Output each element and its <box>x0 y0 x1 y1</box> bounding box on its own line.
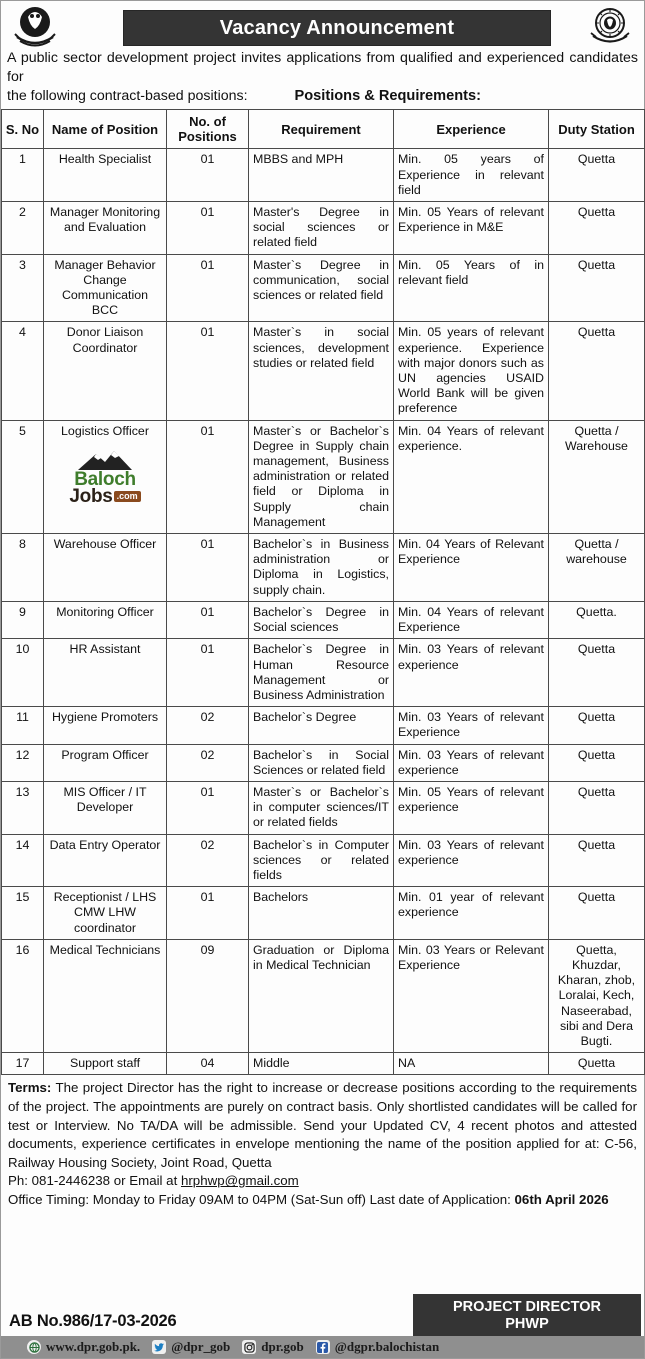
positions-requirements-heading: Positions & Requirements: <box>294 88 482 104</box>
cell-experience: Min. 05 years of relevant experience. Experience with major donors such as UN agencies USAID World Bank will be given preference <box>394 322 549 420</box>
cell-sno: 12 <box>2 744 44 781</box>
table-row <box>2 601 645 638</box>
cell-experience: Min. 03 Years or Relevant Experience <box>394 939 549 1052</box>
cell-sno: 11 <box>2 707 44 744</box>
table-row <box>2 834 645 887</box>
cell-sno: 5 <box>2 420 44 533</box>
department-seal-emblem-icon <box>584 3 636 49</box>
cell-count: 01 <box>167 781 249 834</box>
cell-position <box>44 322 167 420</box>
cell-position <box>44 834 167 887</box>
cell-position <box>44 254 167 322</box>
phone-text: Ph: 081-2446238 or Email at <box>8 1173 181 1189</box>
cell-position <box>44 707 167 744</box>
col-header-position: Name of Position <box>44 110 167 149</box>
col-header-sno: S. No <box>2 110 44 149</box>
globe-icon <box>27 1340 41 1354</box>
cell-count: 01 <box>167 322 249 420</box>
position-name: Medical Technicians <box>49 942 161 957</box>
watermark-line2: Jobs <box>69 485 113 507</box>
cell-position <box>44 939 167 1052</box>
cell-experience: Min. 05 Years of relevant experience <box>394 781 549 834</box>
table-row <box>2 887 645 940</box>
social-link-facebook[interactable] <box>316 1339 439 1355</box>
cell-duty: Quetta <box>549 149 645 202</box>
table-row <box>2 254 645 322</box>
cell-count: 01 <box>167 601 249 638</box>
cell-duty: Quetta <box>549 834 645 887</box>
cell-count: 01 <box>167 202 249 255</box>
cell-position <box>44 202 167 255</box>
cell-experience: NA <box>394 1053 549 1075</box>
cell-requirement: Master`s or Bachelor`s Degree in Supply chain management, Business administration or related field or Diploma in Supply chain Management <box>249 420 394 533</box>
social-label: dpr.gob <box>261 1339 304 1354</box>
cell-sno: 16 <box>2 939 44 1052</box>
cell-sno: 1 <box>2 149 44 202</box>
social-link-twitter[interactable] <box>152 1339 230 1355</box>
cell-duty: Quetta <box>549 744 645 781</box>
watermark-line2-row <box>55 487 155 506</box>
cell-requirement: Bachelor`s in Business administration or Diploma in Logistics, supply chain. <box>249 534 394 602</box>
cell-requirement: MBBS and MPH <box>249 149 394 202</box>
intro-block <box>1 49 644 106</box>
position-name: Hygiene Promoters <box>51 710 159 725</box>
social-label: @dpr_gob <box>171 1339 231 1354</box>
cell-experience: Min. 04 Years of Relevant Experience <box>394 534 549 602</box>
cell-experience: Min. 05 Years of relevant Experience in M&E <box>394 202 549 255</box>
position-name: MIS Officer / IT Developer <box>63 784 147 815</box>
position-name: Manager Behavior Change Communication BCC <box>54 257 156 318</box>
terms-body: The project Director has the right to increase or decrease positions according to the requirements of the project. The appointments are purely on contract basis. Only shortlisted candidates will be called for test or Interview. No TA/DA will be admissible. Send your Updated CV, 4 recent photos and attested documents, experience certificates in envelope mentioning the name of the position applied for at: C-56, Railway Housing Society, Joint Road, Quetta <box>8 1080 637 1170</box>
table-row <box>2 639 645 707</box>
page-title: Vacancy Announcement <box>219 16 455 39</box>
cell-experience: Min. 05 years of Experience in relevant field <box>394 149 549 202</box>
col-header-experience: Experience <box>394 110 549 149</box>
facebook-icon <box>316 1340 330 1354</box>
position-name: Support staff <box>69 1056 141 1071</box>
cell-duty: Quetta <box>549 202 645 255</box>
cell-requirement: Bachelor`s Degree <box>249 707 394 744</box>
terms-paragraph <box>8 1079 637 1172</box>
cell-requirement: Master`s Degree in communication, social sciences or related field <box>249 254 394 322</box>
email-link[interactable]: hrphwp@gmail.com <box>180 1173 299 1189</box>
cell-sno: 14 <box>2 834 44 887</box>
cell-count: 02 <box>167 744 249 781</box>
mountain-icon <box>55 449 155 471</box>
cell-experience: Min. 01 year of relevant experience <box>394 887 549 940</box>
col-header-count: No. of Positions <box>167 110 249 149</box>
cell-count: 02 <box>167 707 249 744</box>
cell-duty: Quetta <box>549 639 645 707</box>
cell-count: 01 <box>167 254 249 322</box>
social-label: @dgpr.balochistan <box>334 1339 440 1354</box>
cell-count: 04 <box>167 1053 249 1075</box>
table-row <box>2 202 645 255</box>
cell-position <box>44 1053 167 1075</box>
cell-count: 01 <box>167 639 249 707</box>
cell-count: 02 <box>167 834 249 887</box>
terms-block <box>1 1075 644 1211</box>
cell-position <box>44 639 167 707</box>
cell-requirement: Bachelor`s Degree in Social sciences <box>249 601 394 638</box>
cell-experience: Min. 04 Years of relevant experience. <box>394 420 549 533</box>
watermark-line1: Baloch <box>74 468 136 490</box>
cell-position <box>44 149 167 202</box>
cell-sno: 4 <box>2 322 44 420</box>
cell-duty: Quetta <box>549 322 645 420</box>
table-row <box>2 707 645 744</box>
position-name: Donor Liaison Coordinator <box>66 325 144 355</box>
cell-position <box>44 534 167 602</box>
cell-sno: 3 <box>2 254 44 322</box>
cell-experience: Min. 04 Years of relevant Experience <box>394 601 549 638</box>
cell-requirement: Middle <box>249 1053 394 1075</box>
balochjobs-watermark <box>55 449 155 506</box>
cell-position <box>44 887 167 940</box>
cell-duty: Quetta / Warehouse <box>549 420 645 533</box>
cell-duty: Quetta. <box>549 601 645 638</box>
cell-requirement: Bachelor`s in Social Sciences or related field <box>249 744 394 781</box>
cell-count: 01 <box>167 534 249 602</box>
cell-position <box>44 744 167 781</box>
intro-line-1: A public sector development project invites applications from qualified and experienced candidates for <box>7 50 638 85</box>
cell-experience: Min. 03 Years of relevant experience <box>394 834 549 887</box>
position-name: Warehouse Officer <box>53 537 157 552</box>
balochistan-government-emblem-icon <box>9 3 61 49</box>
cell-experience: Min. 03 Years of relevant experience <box>394 744 549 781</box>
announcement-title-bar <box>123 10 551 46</box>
office-timing-line <box>8 1191 637 1210</box>
table-row <box>2 420 645 533</box>
cell-requirement: Bachelors <box>249 887 394 940</box>
signature-box <box>413 1294 641 1337</box>
cell-requirement: Master`s or Bachelor`s in computer sciences/IT or related fields <box>249 781 394 834</box>
cell-position <box>44 420 167 533</box>
cell-sno: 9 <box>2 601 44 638</box>
position-name: Manager Monitoring and Evaluation <box>49 205 161 235</box>
cell-sno: 2 <box>2 202 44 255</box>
cell-experience: Min. 03 Years of relevant experience <box>394 639 549 707</box>
cell-count: 01 <box>167 420 249 533</box>
table-header-row <box>2 110 645 149</box>
cell-requirement: Master's Degree in social sciences or related field <box>249 202 394 255</box>
cell-duty: Quetta / warehouse <box>549 534 645 602</box>
last-date-value: 06th April 2026 <box>514 1191 609 1207</box>
twitter-icon <box>152 1340 166 1354</box>
position-name: Program Officer <box>61 747 149 762</box>
table-row <box>2 149 645 202</box>
signature-title: PROJECT DIRECTOR <box>453 1298 601 1315</box>
intro-line-2 <box>7 87 638 106</box>
col-header-requirement: Requirement <box>249 110 394 149</box>
cell-position <box>44 781 167 834</box>
positions-table <box>1 109 645 1075</box>
cell-requirement: Bachelor`s Degree in Human Resource Management or Business Administration <box>249 639 394 707</box>
position-name: Health Specialist <box>58 152 152 167</box>
social-bar <box>1 1336 644 1358</box>
cell-sno: 17 <box>2 1053 44 1075</box>
position-name: Monitoring Officer <box>56 604 154 619</box>
position-name: Receptionist / LHS CMW LHW coordinator <box>53 890 157 935</box>
cell-experience: Min. 05 Years of in relevant field <box>394 254 549 322</box>
col-header-duty-station: Duty Station <box>549 110 645 149</box>
page-header <box>1 1 644 49</box>
position-name: HR Assistant <box>69 642 141 657</box>
table-row <box>2 744 645 781</box>
table-row <box>2 322 645 420</box>
cell-position <box>44 601 167 638</box>
cell-count: 01 <box>167 887 249 940</box>
office-timing-text: Office Timing: Monday to Friday 09AM to 04PM (Sat-Sun off) Last date of Application: <box>8 1191 515 1207</box>
signature-org: PHWP <box>505 1315 549 1332</box>
intro-line-2-text: the following contract-based positions: <box>7 88 248 104</box>
cell-requirement: Master`s in social sciences, development studies or related field <box>249 322 394 420</box>
cell-sno: 13 <box>2 781 44 834</box>
cell-duty: Quetta <box>549 887 645 940</box>
cell-sno: 15 <box>2 887 44 940</box>
page-footer <box>1 1284 644 1358</box>
ab-number: AB No.986/17-03-2026 <box>9 1312 177 1330</box>
table-row <box>2 534 645 602</box>
cell-count: 01 <box>167 149 249 202</box>
table-row <box>2 1053 645 1075</box>
cell-requirement: Bachelor`s in Computer sciences or related fields <box>249 834 394 887</box>
table-row <box>2 939 645 1052</box>
social-link-globe[interactable] <box>27 1339 140 1355</box>
watermark-badge: .com <box>114 491 141 502</box>
cell-duty: Quetta <box>549 254 645 322</box>
cell-experience: Min. 03 Years of relevant Experience <box>394 707 549 744</box>
cell-duty: Quetta <box>549 781 645 834</box>
cell-duty: Quetta, Khuzdar, Kharan, zhob, Loralai, Kech, Naseerabad, sibi and Dera Bugti. <box>549 939 645 1052</box>
terms-label: Terms: <box>8 1080 52 1096</box>
positions-table-body <box>2 149 645 1075</box>
cell-requirement: Graduation or Diploma in Medical Technician <box>249 939 394 1052</box>
cell-count: 09 <box>167 939 249 1052</box>
social-label: www.dpr.gob.pk. <box>46 1339 141 1354</box>
cell-sno: 10 <box>2 639 44 707</box>
position-name: Data Entry Operator <box>49 837 161 852</box>
table-row <box>2 781 645 834</box>
cell-duty: Quetta <box>549 707 645 744</box>
social-link-instagram[interactable] <box>242 1339 304 1355</box>
contact-line <box>8 1172 637 1191</box>
cell-duty: Quetta <box>549 1053 645 1075</box>
instagram-icon <box>242 1340 256 1354</box>
cell-sno: 8 <box>2 534 44 602</box>
position-name: Logistics Officer <box>61 423 149 438</box>
